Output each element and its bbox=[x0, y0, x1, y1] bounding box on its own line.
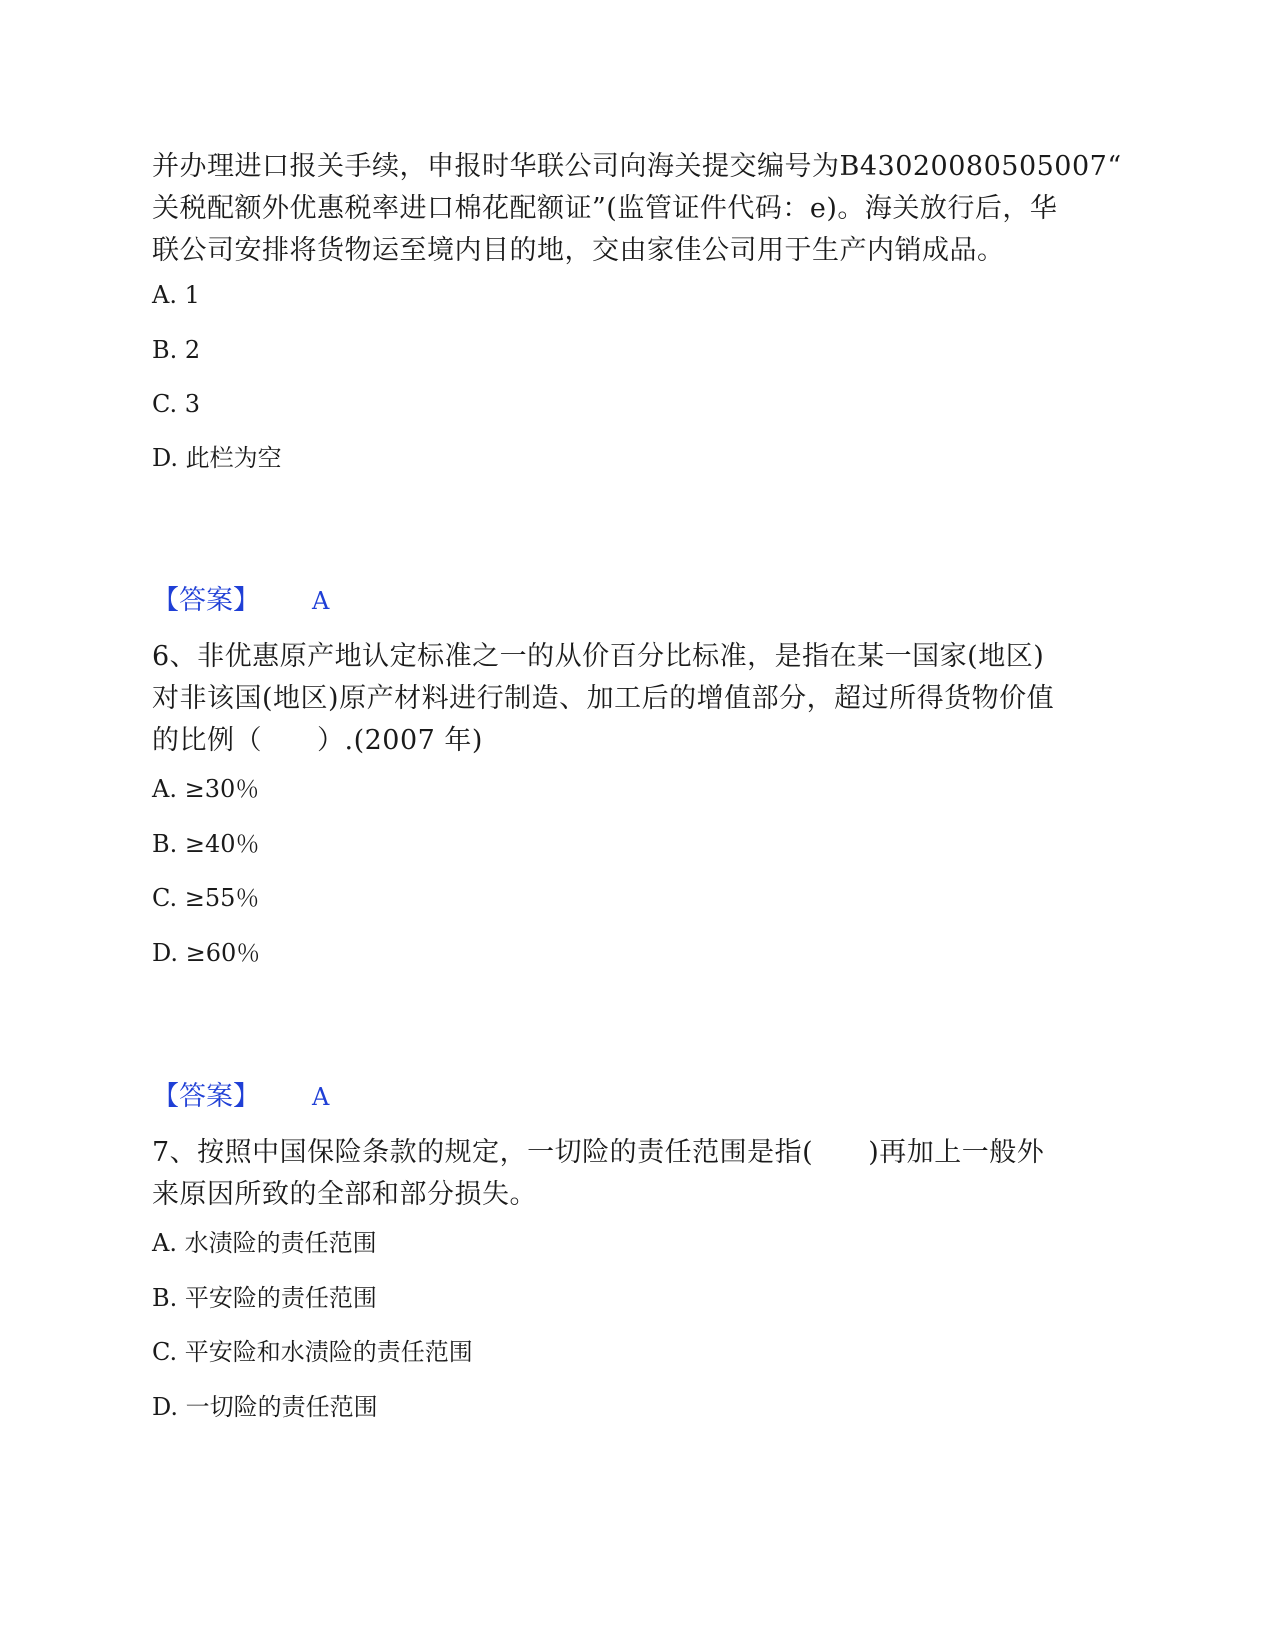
stem-line: 的比例（ ）.(2007 年) bbox=[152, 725, 483, 756]
question-5-answer bbox=[152, 584, 1127, 618]
question-7-option-a: A. 水渍险的责任范围 bbox=[152, 1229, 377, 1257]
question-7-option-d: D. 一切险的责任范围 bbox=[152, 1393, 378, 1421]
answer-value: A bbox=[312, 587, 330, 615]
question-5-option-a: A. 1 bbox=[152, 281, 200, 309]
answer-label: 【答案】 bbox=[152, 1081, 260, 1112]
stem-line: 7、按照中国保险条款的规定，一切险的责任范围是指( )再加上一般外 bbox=[152, 1137, 1045, 1168]
question-6-option-c: C. ≥55％ bbox=[152, 884, 260, 912]
answer-value: A bbox=[312, 1083, 330, 1111]
question-6-option-d: D. ≥60％ bbox=[152, 939, 261, 967]
stem-line: 6、非优惠原产地认定标准之一的从价百分比标准，是指在某一国家(地区) bbox=[152, 641, 1045, 672]
question-6-option-b: B. ≥40％ bbox=[152, 830, 260, 858]
question-5-option-d: D. 此栏为空 bbox=[152, 444, 282, 472]
question-7-stem bbox=[152, 1132, 1127, 1216]
stem-line: 并办理进口报关手续，申报时华联公司向海关提交编号为B43020080505007“ bbox=[152, 151, 1122, 182]
question-7-option-c: C. 平安险和水渍险的责任范围 bbox=[152, 1338, 473, 1366]
stem-line: 来原因所致的全部和部分损失。 bbox=[152, 1179, 537, 1210]
question-5-stem bbox=[152, 146, 1127, 272]
question-6-answer bbox=[152, 1080, 1127, 1114]
question-5-option-b: B. 2 bbox=[152, 336, 201, 364]
question-5-option-c: C. 3 bbox=[152, 390, 201, 418]
question-6-stem bbox=[152, 636, 1127, 762]
question-6-option-a: A. ≥30％ bbox=[152, 775, 260, 803]
stem-line: 联公司安排将货物运至境内目的地，交由家佳公司用于生产内销成品。 bbox=[152, 235, 1005, 266]
answer-label: 【答案】 bbox=[152, 585, 260, 616]
stem-line: 对非该国(地区)原产材料进行制造、加工后的增值部分，超过所得货物价值 bbox=[152, 683, 1055, 714]
question-7-option-b: B. 平安险的责任范围 bbox=[152, 1284, 377, 1312]
stem-line: 关税配额外优惠税率进口棉花配额证”(监管证件代码：e)。海关放行后，华 bbox=[152, 193, 1058, 224]
